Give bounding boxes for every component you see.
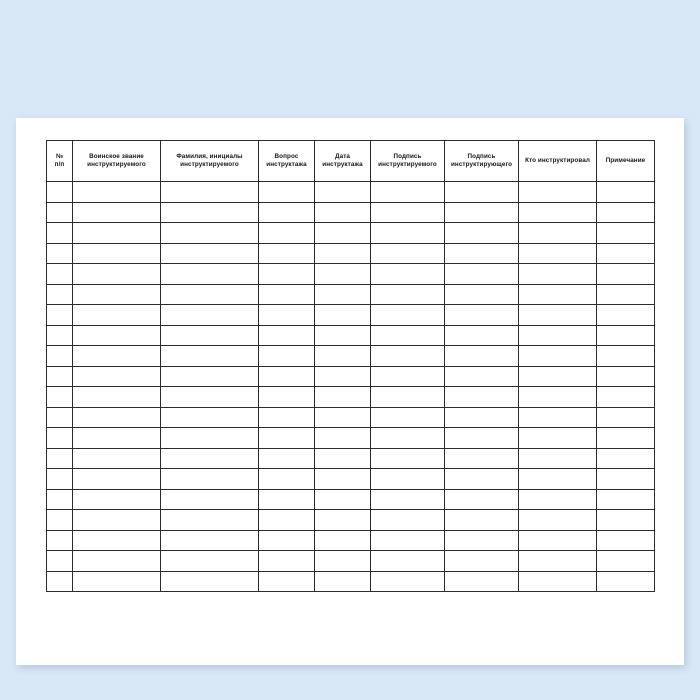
cell-sign_instructor[interactable] (445, 366, 519, 387)
cell-date[interactable] (315, 305, 371, 326)
table-row[interactable] (47, 202, 655, 223)
cell-rank[interactable] (73, 223, 161, 244)
table-row[interactable] (47, 223, 655, 244)
cell-name[interactable] (161, 407, 259, 428)
column-header-text: п/п (54, 161, 65, 168)
column-header-text: Кто инструктировал (525, 156, 590, 164)
cell-note[interactable] (597, 284, 655, 305)
column-header-rank (73, 141, 161, 182)
cell-note[interactable] (597, 571, 655, 592)
cell-topic[interactable] (259, 428, 315, 449)
cell-name[interactable] (161, 305, 259, 326)
cell-rank[interactable] (73, 469, 161, 490)
cell-date[interactable] (315, 223, 371, 244)
cell-sign_instructor[interactable] (445, 346, 519, 367)
cell-who[interactable] (519, 202, 597, 223)
cell-who[interactable] (519, 407, 597, 428)
cell-who[interactable] (519, 387, 597, 408)
cell-sign_instructor[interactable] (445, 407, 519, 428)
cell-date[interactable] (315, 346, 371, 367)
cell-no[interactable] (47, 571, 73, 592)
cell-date[interactable] (315, 182, 371, 203)
cell-no[interactable] (47, 284, 73, 305)
cell-sign_instructed[interactable] (371, 325, 445, 346)
cell-name[interactable] (161, 469, 259, 490)
cell-note[interactable] (597, 223, 655, 244)
cell-who[interactable] (519, 489, 597, 510)
cell-topic[interactable] (259, 551, 315, 572)
cell-topic[interactable] (259, 510, 315, 531)
cell-who[interactable] (519, 284, 597, 305)
cell-sign_instructor[interactable] (445, 325, 519, 346)
cell-date[interactable] (315, 510, 371, 531)
table-row[interactable] (47, 510, 655, 531)
cell-note[interactable] (597, 387, 655, 408)
table-row[interactable] (47, 243, 655, 264)
cell-topic[interactable] (259, 469, 315, 490)
cell-sign_instructor[interactable] (445, 448, 519, 469)
cell-who[interactable] (519, 571, 597, 592)
cell-rank[interactable] (73, 264, 161, 285)
cell-sign_instructed[interactable] (371, 182, 445, 203)
cell-rank[interactable] (73, 551, 161, 572)
cell-rank[interactable] (73, 448, 161, 469)
cell-name[interactable] (161, 264, 259, 285)
column-header-name (161, 141, 259, 182)
column-header-text: инструктажа (322, 161, 363, 168)
cell-date[interactable] (315, 243, 371, 264)
cell-topic[interactable] (259, 448, 315, 469)
cell-who[interactable] (519, 305, 597, 326)
cell-date[interactable] (315, 387, 371, 408)
cell-note[interactable] (597, 366, 655, 387)
table-row[interactable] (47, 551, 655, 572)
document-sheet (16, 118, 684, 665)
table-row[interactable] (47, 264, 655, 285)
cell-rank[interactable] (73, 346, 161, 367)
column-header-text: инструктирующего (450, 161, 513, 168)
column-header-text: № (55, 152, 64, 160)
cell-who[interactable] (519, 530, 597, 551)
table-row[interactable] (47, 428, 655, 449)
cell-name[interactable] (161, 530, 259, 551)
cell-sign_instructed[interactable] (371, 243, 445, 264)
cell-note[interactable] (597, 510, 655, 531)
cell-no[interactable] (47, 387, 73, 408)
cell-who[interactable] (519, 366, 597, 387)
column-header-text: Вопрос (274, 152, 299, 160)
column-header-text: инструктируемого (87, 161, 146, 168)
cell-rank[interactable] (73, 571, 161, 592)
cell-sign_instructed[interactable] (371, 489, 445, 510)
cell-who[interactable] (519, 223, 597, 244)
cell-name[interactable] (161, 510, 259, 531)
cell-name[interactable] (161, 489, 259, 510)
cell-sign_instructor[interactable] (445, 551, 519, 572)
table-row[interactable] (47, 489, 655, 510)
cell-note[interactable] (597, 469, 655, 490)
cell-rank[interactable] (73, 366, 161, 387)
cell-rank[interactable] (73, 305, 161, 326)
cell-sign_instructed[interactable] (371, 571, 445, 592)
cell-note[interactable] (597, 489, 655, 510)
cell-topic[interactable] (259, 182, 315, 203)
cell-sign_instructed[interactable] (371, 530, 445, 551)
cell-note[interactable] (597, 346, 655, 367)
column-header-sign_instructor (445, 141, 519, 182)
cell-no[interactable] (47, 448, 73, 469)
cell-rank[interactable] (73, 243, 161, 264)
cell-who[interactable] (519, 346, 597, 367)
cell-date[interactable] (315, 571, 371, 592)
cell-date[interactable] (315, 428, 371, 449)
cell-no[interactable] (47, 346, 73, 367)
cell-name[interactable] (161, 551, 259, 572)
cell-topic[interactable] (259, 346, 315, 367)
briefing-journal-table (46, 140, 655, 592)
cell-sign_instructor[interactable] (445, 387, 519, 408)
cell-rank[interactable] (73, 182, 161, 203)
cell-topic[interactable] (259, 202, 315, 223)
cell-sign_instructed[interactable] (371, 428, 445, 449)
cell-sign_instructor[interactable] (445, 510, 519, 531)
cell-who[interactable] (519, 325, 597, 346)
cell-who[interactable] (519, 448, 597, 469)
cell-note[interactable] (597, 325, 655, 346)
cell-name[interactable] (161, 243, 259, 264)
cell-who[interactable] (519, 551, 597, 572)
table-row[interactable] (47, 530, 655, 551)
table-header-row (47, 141, 655, 182)
cell-sign_instructor[interactable] (445, 182, 519, 203)
cell-no[interactable] (47, 510, 73, 531)
cell-sign_instructed[interactable] (371, 366, 445, 387)
cell-rank[interactable] (73, 202, 161, 223)
table-header (47, 141, 655, 182)
table-body (47, 182, 655, 592)
cell-topic[interactable] (259, 223, 315, 244)
cell-name[interactable] (161, 571, 259, 592)
cell-sign_instructed[interactable] (371, 510, 445, 531)
table-row[interactable] (47, 346, 655, 367)
table-row[interactable] (47, 469, 655, 490)
column-header-note (597, 141, 655, 182)
cell-sign_instructor[interactable] (445, 284, 519, 305)
cell-sign_instructor[interactable] (445, 571, 519, 592)
column-header-text: Фамилия, инициалы (176, 152, 243, 160)
column-header-text: инструктажа (266, 161, 307, 168)
table-row[interactable] (47, 571, 655, 592)
cell-rank[interactable] (73, 530, 161, 551)
cell-topic[interactable] (259, 530, 315, 551)
cell-note[interactable] (597, 530, 655, 551)
cell-date[interactable] (315, 551, 371, 572)
cell-no[interactable] (47, 305, 73, 326)
cell-date[interactable] (315, 325, 371, 346)
cell-note[interactable] (597, 428, 655, 449)
cell-sign_instructed[interactable] (371, 448, 445, 469)
cell-name[interactable] (161, 387, 259, 408)
cell-name[interactable] (161, 346, 259, 367)
cell-sign_instructed[interactable] (371, 202, 445, 223)
cell-topic[interactable] (259, 264, 315, 285)
cell-no[interactable] (47, 428, 73, 449)
cell-topic[interactable] (259, 489, 315, 510)
cell-sign_instructed[interactable] (371, 551, 445, 572)
cell-no[interactable] (47, 489, 73, 510)
column-header-no (47, 141, 73, 182)
cell-no[interactable] (47, 469, 73, 490)
column-header-text: Подпись (393, 152, 422, 160)
cell-who[interactable] (519, 264, 597, 285)
column-header-text: Примечание (605, 156, 646, 164)
cell-sign_instructor[interactable] (445, 469, 519, 490)
cell-topic[interactable] (259, 571, 315, 592)
cell-rank[interactable] (73, 325, 161, 346)
cell-name[interactable] (161, 428, 259, 449)
cell-name[interactable] (161, 223, 259, 244)
cell-sign_instructed[interactable] (371, 305, 445, 326)
cell-note[interactable] (597, 407, 655, 428)
cell-no[interactable] (47, 182, 73, 203)
cell-sign_instructed[interactable] (371, 407, 445, 428)
cell-note[interactable] (597, 243, 655, 264)
column-header-date (315, 141, 371, 182)
cell-name[interactable] (161, 366, 259, 387)
cell-who[interactable] (519, 428, 597, 449)
cell-name[interactable] (161, 284, 259, 305)
cell-name[interactable] (161, 182, 259, 203)
cell-sign_instructor[interactable] (445, 489, 519, 510)
cell-date[interactable] (315, 448, 371, 469)
table-row[interactable] (47, 305, 655, 326)
cell-date[interactable] (315, 489, 371, 510)
cell-name[interactable] (161, 202, 259, 223)
table-row[interactable] (47, 448, 655, 469)
cell-who[interactable] (519, 469, 597, 490)
table-row[interactable] (47, 325, 655, 346)
cell-date[interactable] (315, 469, 371, 490)
cell-topic[interactable] (259, 284, 315, 305)
cell-who[interactable] (519, 510, 597, 531)
cell-sign_instructor[interactable] (445, 530, 519, 551)
column-header-sign_instructed (371, 141, 445, 182)
cell-no[interactable] (47, 366, 73, 387)
cell-rank[interactable] (73, 387, 161, 408)
cell-sign_instructor[interactable] (445, 428, 519, 449)
cell-sign_instructor[interactable] (445, 202, 519, 223)
column-header-who (519, 141, 597, 182)
column-header-topic (259, 141, 315, 182)
cell-no[interactable] (47, 551, 73, 572)
column-header-text: инструктируемого (378, 161, 437, 168)
cell-note[interactable] (597, 182, 655, 203)
cell-name[interactable] (161, 325, 259, 346)
cell-no[interactable] (47, 223, 73, 244)
cell-no[interactable] (47, 530, 73, 551)
cell-rank[interactable] (73, 407, 161, 428)
cell-date[interactable] (315, 284, 371, 305)
cell-sign_instructor[interactable] (445, 264, 519, 285)
cell-no[interactable] (47, 264, 73, 285)
cell-topic[interactable] (259, 243, 315, 264)
table-row[interactable] (47, 387, 655, 408)
table-row[interactable] (47, 182, 655, 203)
cell-note[interactable] (597, 202, 655, 223)
column-header-text: Дата (335, 152, 350, 160)
cell-note[interactable] (597, 551, 655, 572)
cell-sign_instructed[interactable] (371, 346, 445, 367)
cell-date[interactable] (315, 264, 371, 285)
cell-no[interactable] (47, 407, 73, 428)
cell-rank[interactable] (73, 284, 161, 305)
table-row[interactable] (47, 366, 655, 387)
cell-rank[interactable] (73, 510, 161, 531)
cell-sign_instructed[interactable] (371, 284, 445, 305)
cell-date[interactable] (315, 530, 371, 551)
cell-who[interactable] (519, 243, 597, 264)
column-header-text: инструктируемого (180, 161, 239, 168)
cell-no[interactable] (47, 325, 73, 346)
cell-note[interactable] (597, 264, 655, 285)
cell-rank[interactable] (73, 428, 161, 449)
table-row[interactable] (47, 407, 655, 428)
cell-date[interactable] (315, 366, 371, 387)
column-header-text: Воинское звание (89, 152, 144, 160)
cell-topic[interactable] (259, 366, 315, 387)
cell-note[interactable] (597, 448, 655, 469)
cell-topic[interactable] (259, 387, 315, 408)
cell-date[interactable] (315, 202, 371, 223)
cell-note[interactable] (597, 305, 655, 326)
cell-who[interactable] (519, 182, 597, 203)
cell-topic[interactable] (259, 325, 315, 346)
table-row[interactable] (47, 284, 655, 305)
cell-sign_instructor[interactable] (445, 243, 519, 264)
cell-sign_instructed[interactable] (371, 264, 445, 285)
cell-no[interactable] (47, 243, 73, 264)
table-container (46, 140, 654, 592)
cell-date[interactable] (315, 407, 371, 428)
column-header-text: Подпись (467, 152, 496, 160)
cell-no[interactable] (47, 202, 73, 223)
cell-topic[interactable] (259, 407, 315, 428)
cell-rank[interactable] (73, 489, 161, 510)
cell-sign_instructor[interactable] (445, 305, 519, 326)
cell-name[interactable] (161, 448, 259, 469)
cell-topic[interactable] (259, 305, 315, 326)
cell-sign_instructed[interactable] (371, 469, 445, 490)
cell-sign_instructed[interactable] (371, 387, 445, 408)
cell-sign_instructed[interactable] (371, 223, 445, 244)
cell-sign_instructor[interactable] (445, 223, 519, 244)
